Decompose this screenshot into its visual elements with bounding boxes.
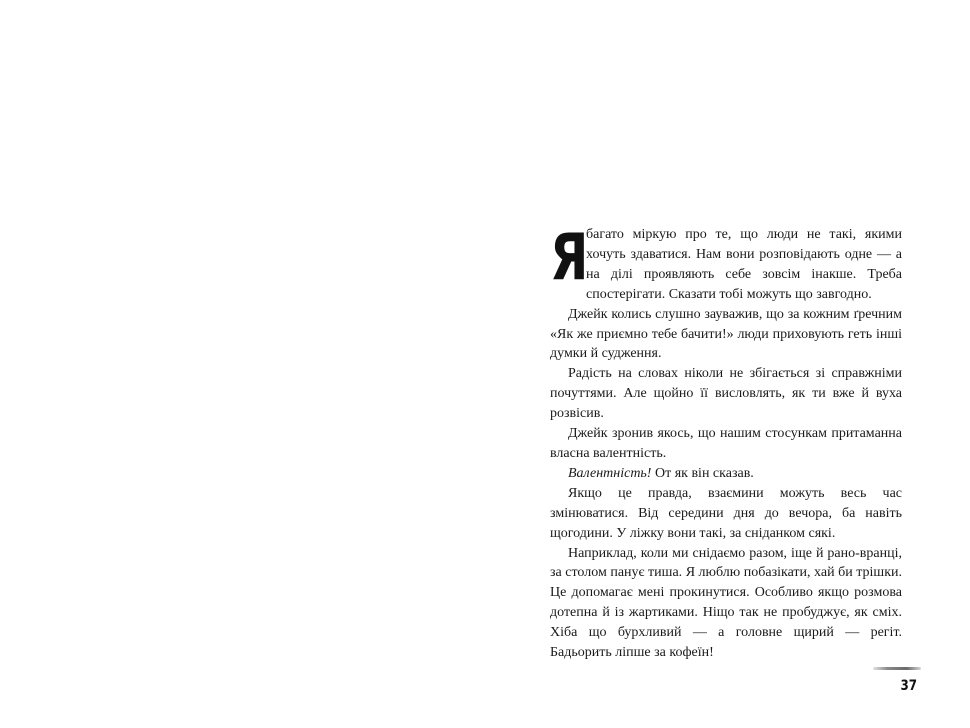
paragraph-5 [550, 464, 902, 484]
body-text [550, 221, 902, 663]
page-number: 37 [900, 678, 917, 694]
paragraph-text: багато міркую про те, що люди не такі, якими хочуть здаватися. Нам вони розповідають одне — а на ділі проявляють себе зовсім інакше. Треба спостерігати. Сказати тобі можуть що завгодно. [586, 227, 902, 302]
paragraph-text: Радість на словах ніколи не збігається зі справжніми почуттями. Але щойно її висловлять, як ти вже й вуха розвісив. [550, 366, 902, 422]
paragraph-text: Якщо це правда, взаємини можуть весь час змінюватися. Від середини дня до вечора, ба навіть щогодини. У ліжку вони такі, за сніданком сякі. [550, 485, 902, 541]
paragraph-text: От як він сказав. [651, 465, 754, 481]
paragraph-4 [550, 424, 902, 464]
paragraph-text: Наприклад, коли ми снідаємо разом, іще й рано-вранці, за столом панує тиша. Я люблю побазікати, хай би трішки. Це допомагає мені прокинутися. Особливо якщо розмова дотепна й із жартиками. Ніщо так не пробуджує, як сміх. Хіба що бурхливий — а головне щирий — регіт. Бадьорить ліпше за кофеїн! [550, 545, 902, 661]
paragraph-6 [550, 484, 902, 544]
paragraph-2 [550, 305, 902, 365]
page-number-rule [873, 667, 921, 670]
paragraph-7 [550, 544, 902, 663]
drop-cap: Я [550, 221, 587, 295]
paragraph-text: Джейк зронив якось, що нашим стосункам притаманна власна валентність. [550, 426, 902, 461]
paragraph-1 [550, 221, 902, 305]
paragraph-3 [550, 364, 902, 424]
paragraph-text: Джейк колись слушно зауважив, що за кожним ґречним «Як же приємно тебе бачити!» люди приховують геть інші думки й судження. [550, 306, 902, 362]
right-page [485, 0, 970, 728]
italic-emphasis: Валентність! [568, 465, 652, 481]
